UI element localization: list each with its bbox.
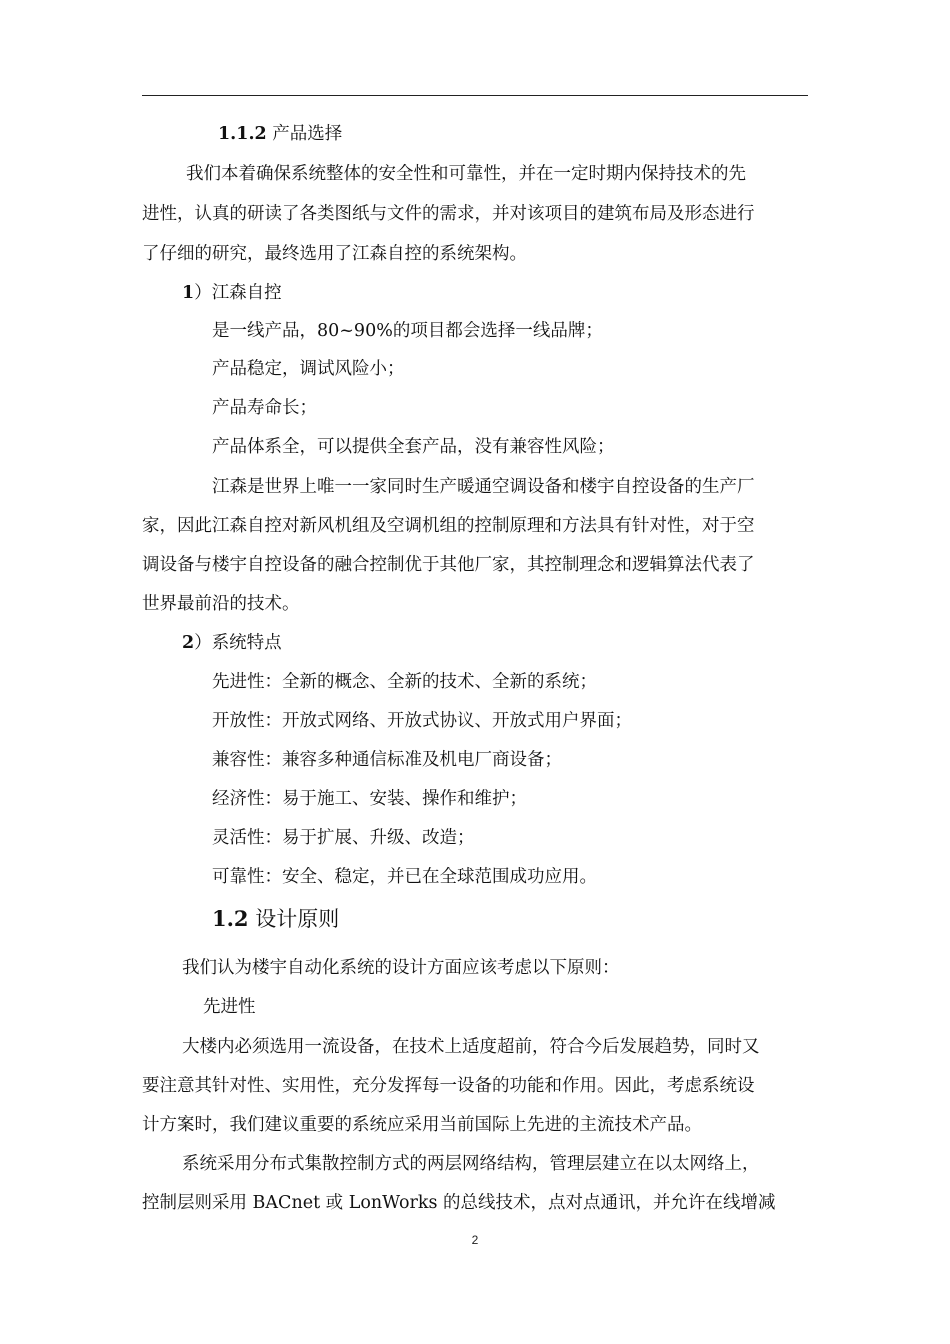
section-1-2-para2-line-1: 系统采用分布式集散控制方式的两层网络结构，管理层建立在以太网络上，	[182, 1154, 760, 1174]
intro-line-1: 我们本着确保系统整体的安全性和可靠性，并在一定时期内保持技术的先	[186, 164, 746, 184]
item2-point-3: 兼容性：兼容多种通信标准及机电厂商设备；	[212, 750, 562, 770]
item1-paren: ）	[194, 283, 212, 303]
item2-paren: ）	[194, 633, 212, 653]
item2-point-1: 先进性：全新的概念、全新的技术、全新的系统；	[212, 672, 597, 692]
item2-title: 系统特点	[211, 633, 282, 653]
item2-point-6: 可靠性：安全、稳定，并已在全球范围成功应用。	[212, 867, 597, 887]
item1-para-line-2: 家，因此江森自控对新风机组及空调机组的控制原理和方法具有针对性，对于空	[142, 516, 755, 536]
item1-para-line-3: 调设备与楼宇自控设备的融合控制优于其他厂家，其控制理念和逻辑算法代表了	[142, 555, 755, 575]
item2-point-4: 经济性：易于施工、安装、操作和维护；	[212, 789, 527, 809]
section-1-2-intro: 我们认为楼宇自动化系统的设计方面应该考虑以下原则：	[182, 958, 620, 978]
item1-point-3: 产品寿命长；	[212, 398, 317, 418]
item1-para-line-4: 世界最前沿的技术。	[142, 594, 300, 614]
section-1-2-subtitle: 先进性	[203, 997, 256, 1017]
item2-point-2: 开放性：开放式网络、开放式协议、开放式用户界面；	[212, 711, 632, 731]
item1-number: 1	[182, 283, 195, 303]
page-number: 2	[471, 1233, 479, 1247]
item1-point-4: 产品体系全，可以提供全套产品，没有兼容性风险；	[212, 437, 615, 457]
intro-line-3: 了仔细的研究，最终选用了江森自控的系统架构。	[142, 244, 527, 264]
intro-line-2: 进性，认真的研读了各类图纸与文件的需求，并对该项目的建筑布局及形态进行	[142, 204, 755, 224]
section-number: 1.2	[212, 906, 249, 931]
item1-title: 江森自控	[211, 283, 282, 303]
section-1-2-para2-line-2: 控制层则采用 BACnet 或 LonWorks 的总线技术，点对点通讯，并允许在线增减	[142, 1193, 776, 1213]
item2-number: 2	[182, 633, 195, 653]
section-title: 产品选择	[272, 124, 343, 144]
section-title: 设计原则	[255, 907, 340, 931]
header-rule	[142, 95, 808, 96]
item2-heading	[182, 632, 282, 654]
section-number: 1.1.2	[218, 124, 267, 144]
section-1-2-para1-line-2: 要注意其针对性、实用性，充分发挥每一设备的功能和作用。因此，考虑系统设	[142, 1076, 755, 1096]
item2-point-5: 灵活性：易于扩展、升级、改造；	[212, 828, 475, 848]
section-1-2-para1-line-1: 大楼内必须选用一流设备，在技术上适度超前，符合今后发展趋势，同时又	[182, 1037, 760, 1057]
section-heading-1-2	[212, 906, 339, 932]
section-1-2-para1-line-3: 计方案时，我们建议重要的系统应采用当前国际上先进的主流技术产品。	[142, 1115, 702, 1135]
item1-para-line-1: 江森是世界上唯一一家同时生产暖通空调设备和楼宇自控设备的生产厂	[212, 477, 755, 497]
item1-point-2: 产品稳定，调试风险小；	[212, 359, 405, 379]
item1-heading	[182, 282, 282, 304]
item1-point-1: 是一线产品，80~90%的项目都会选择一线品牌；	[212, 321, 603, 341]
section-heading-1-1-2	[218, 123, 342, 145]
